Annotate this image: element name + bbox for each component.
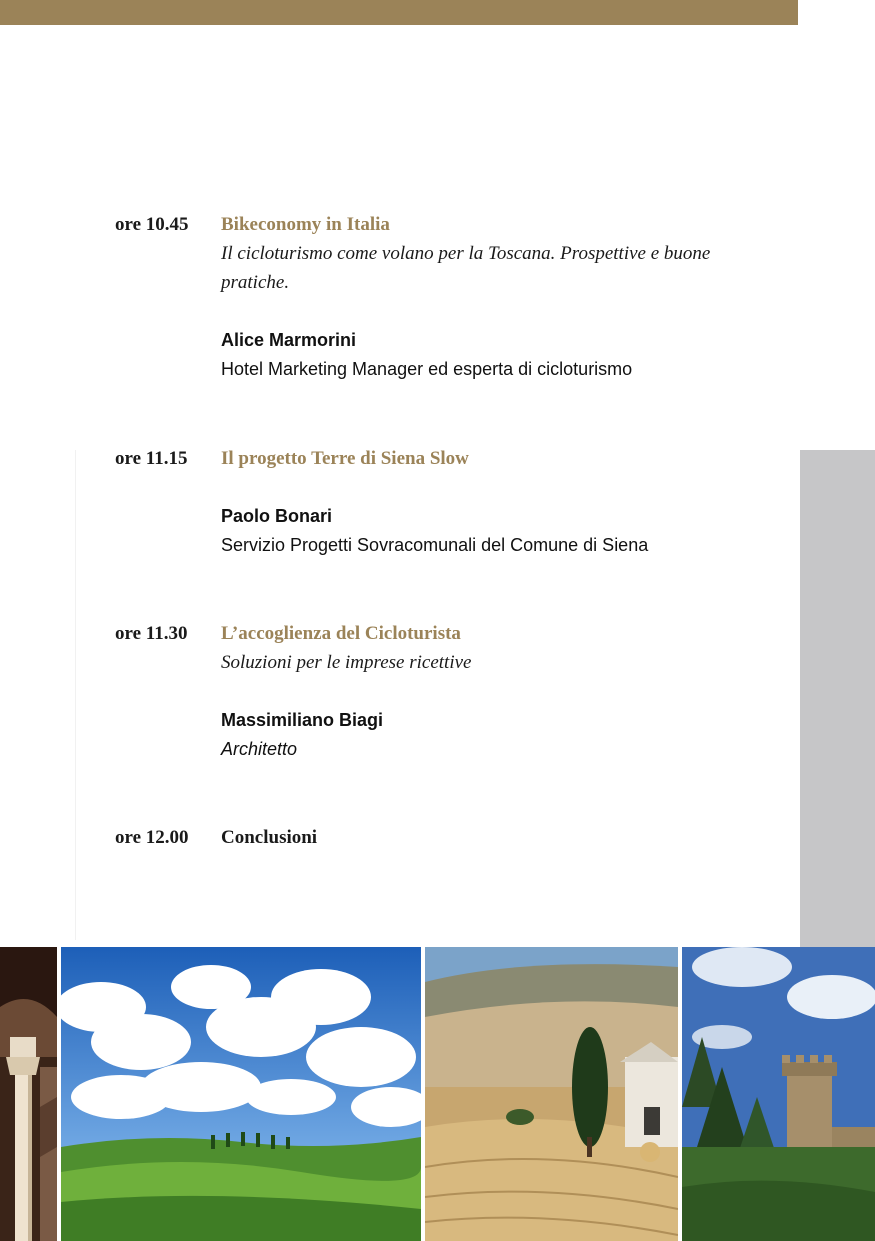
divider-line	[75, 450, 76, 940]
speaker-name: Paolo Bonari	[221, 506, 333, 526]
top-color-band	[0, 0, 798, 25]
tower-photo	[682, 947, 875, 1241]
program-title: Conclusioni	[221, 827, 318, 848]
program-title: Il progetto Terre di Siena Slow	[221, 448, 469, 469]
program-title: L’accoglienza del Cicloturista	[221, 623, 461, 644]
program-time: ore 10.45	[115, 214, 189, 235]
speaker-name: Alice Marmorini	[221, 330, 357, 350]
program-title: Bikeconomy in Italia	[221, 214, 390, 235]
speaker-name: Massimiliano Biagi	[221, 710, 384, 730]
speaker-role: Hotel Marketing Manager ed esperta di cicloturismo	[221, 359, 633, 379]
program-time: ore 11.15	[115, 448, 188, 469]
chapel-photo	[425, 947, 678, 1241]
program-subtitle: Soluzioni per le imprese ricettive	[221, 652, 472, 673]
speaker-role: Architetto	[221, 739, 298, 759]
photo-strip	[0, 947, 875, 1241]
cloister-photo	[0, 947, 57, 1241]
hills-photo	[61, 947, 421, 1241]
program-time: ore 12.00	[115, 827, 189, 848]
side-grey-panel	[800, 450, 875, 947]
program-subtitle: Il cicloturismo come volano per la Toscana. Prospettive e buone pratiche.	[221, 243, 711, 293]
speaker-role: Servizio Progetti Sovracomunali del Comune di Siena	[221, 535, 649, 555]
program-time: ore 11.30	[115, 623, 188, 644]
